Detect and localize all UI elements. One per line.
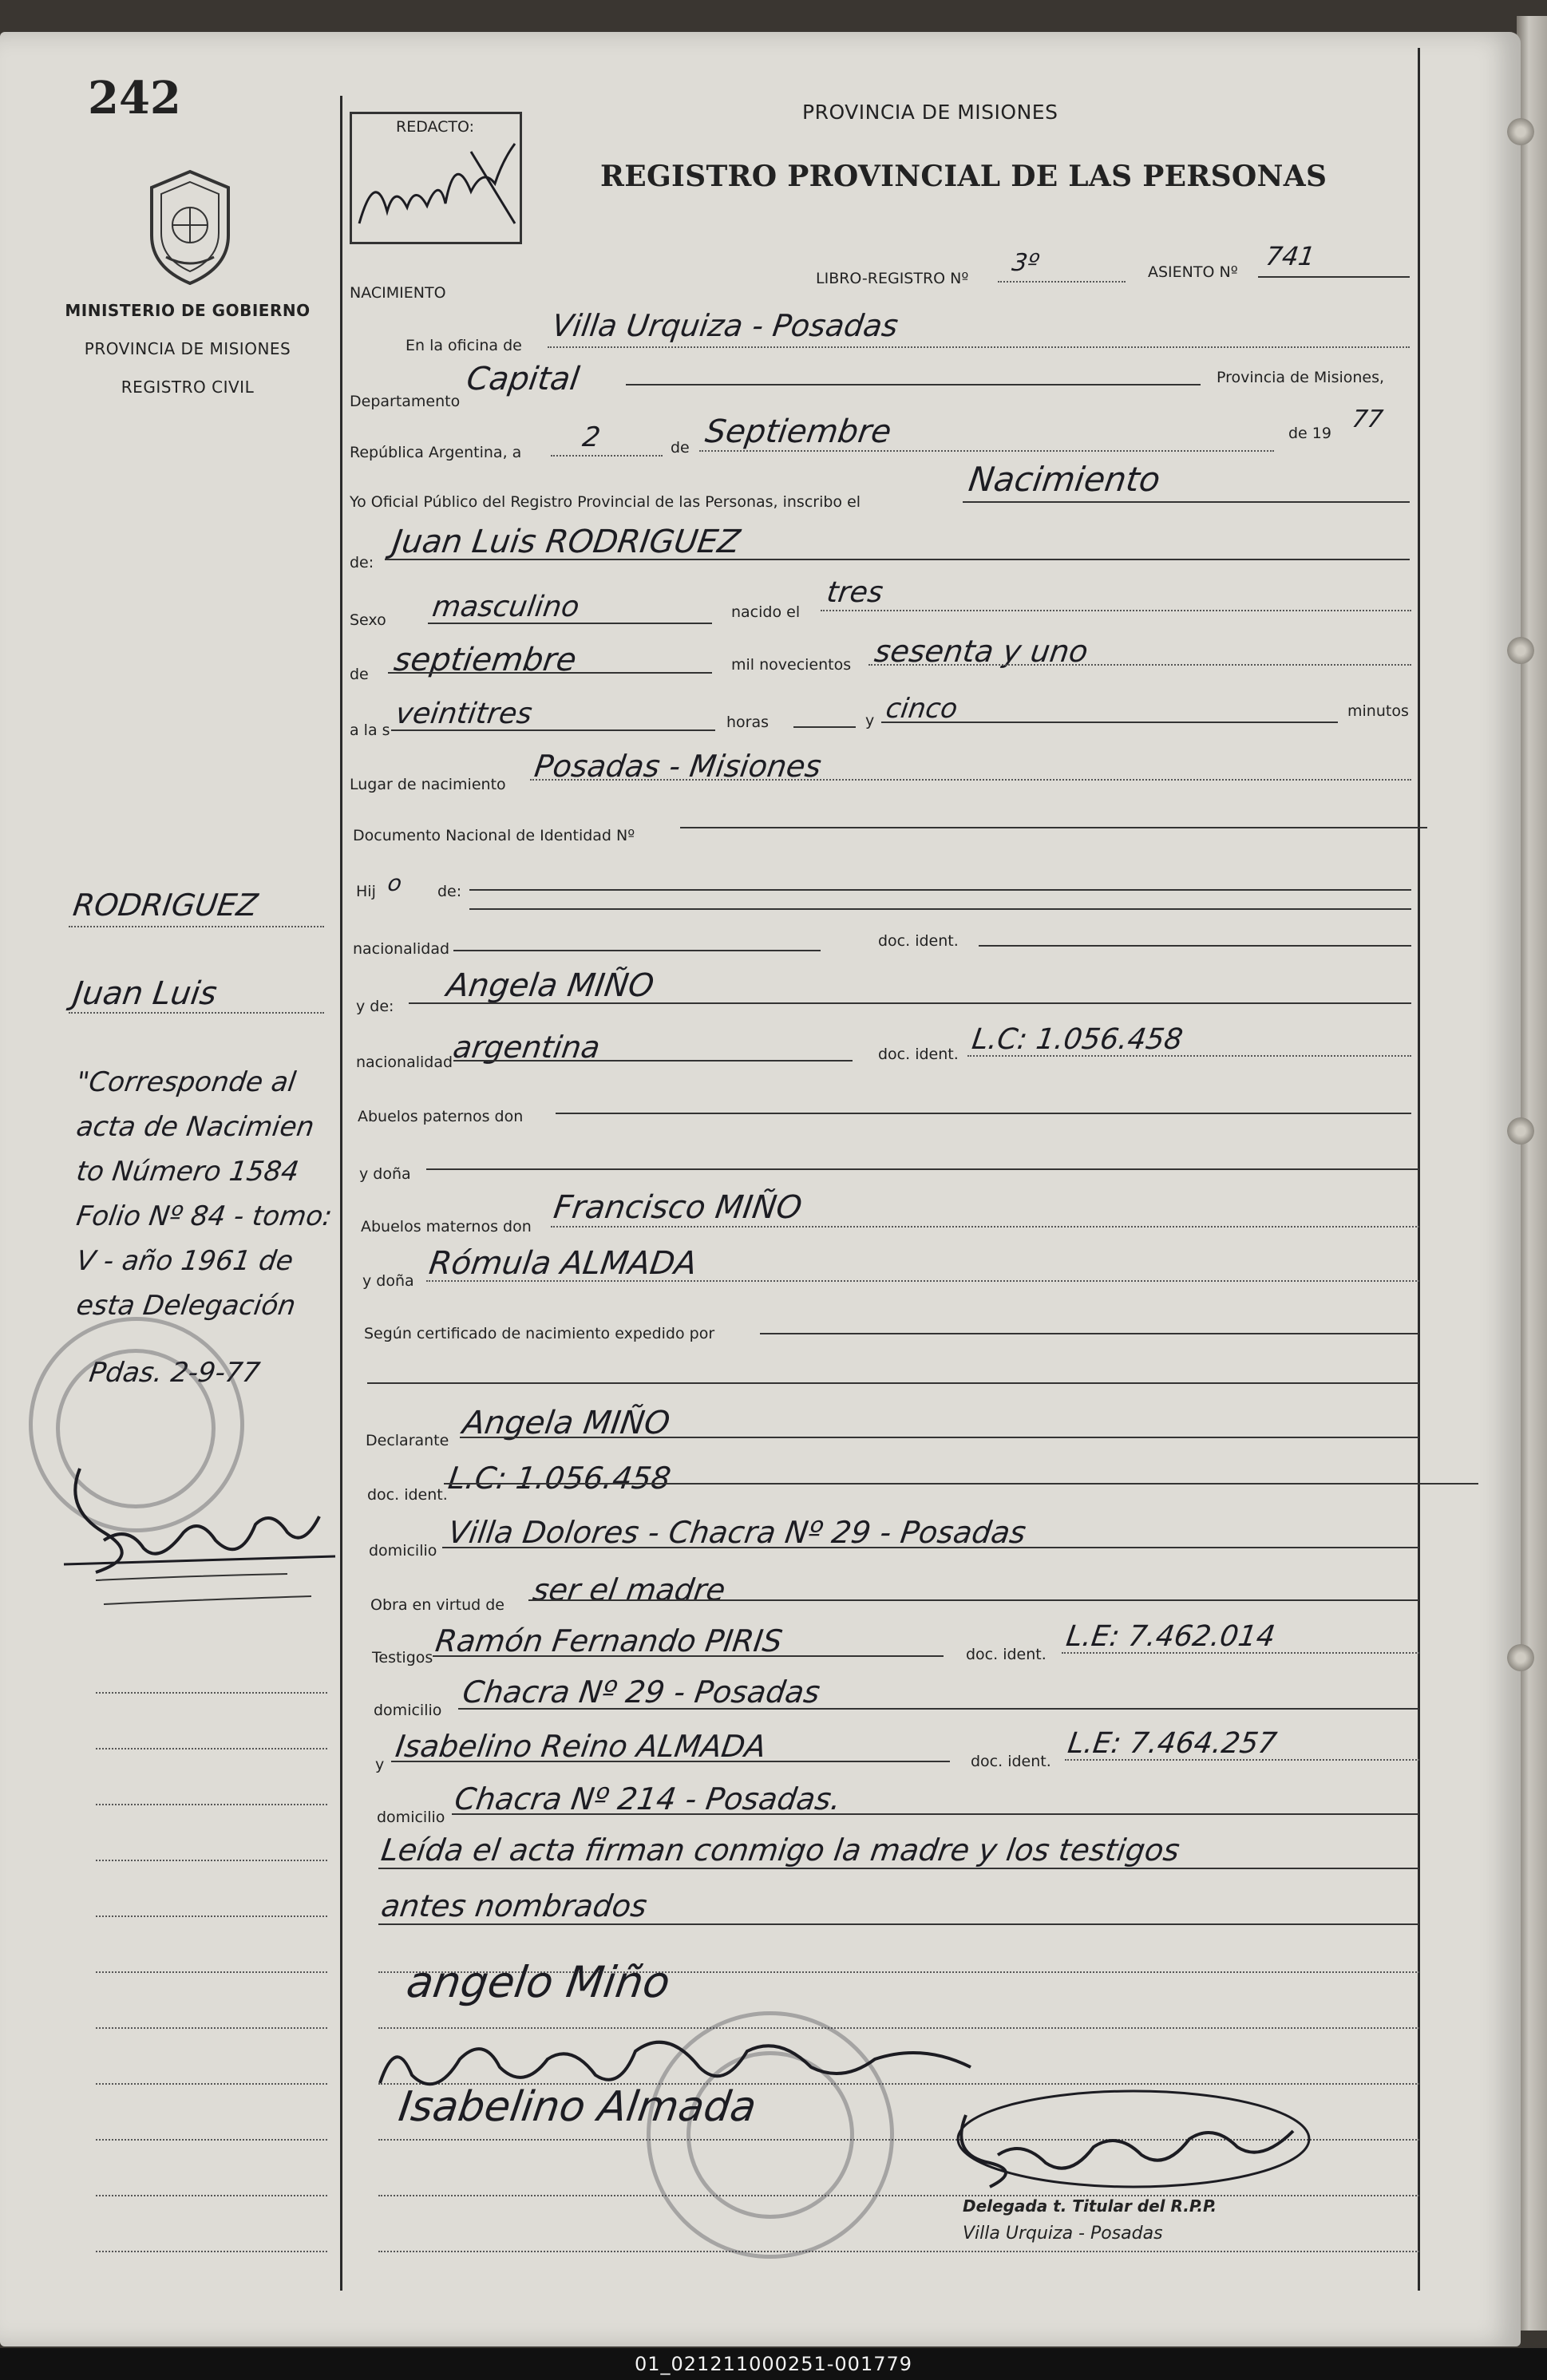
dni-line: [680, 827, 1427, 828]
de-mes-label: de: [350, 666, 369, 683]
doc-ident4-label: doc. ident.: [966, 1646, 1046, 1663]
margin-ruled-line: [96, 1804, 327, 1805]
mil-value: sesenta y uno: [872, 634, 1090, 669]
margin-note-line6: Folio Nº 84 - tomo:: [74, 1200, 334, 1232]
province-label: PROVINCIA DE MISIONES: [84, 339, 291, 358]
margin-ruled-line: [96, 2251, 327, 2252]
domicilio3-line: [452, 1813, 1419, 1815]
declarante-value: Angela MIÑO: [460, 1405, 673, 1441]
abuelo-mat-line: [551, 1226, 1419, 1228]
departamento-line: [626, 384, 1201, 385]
redacto-signature: [351, 136, 527, 243]
lugar-label: Lugar de nacimiento: [350, 776, 506, 793]
margin-note-date: Pdas. 2-9-77: [87, 1357, 263, 1389]
hijo-label: Hij: [356, 883, 376, 900]
provincia-misiones-label: Provincia de Misiones,: [1217, 369, 1385, 386]
nota-line2: antes nombrados: [378, 1888, 650, 1923]
de-label: de: [671, 439, 690, 457]
margin-line: [69, 1012, 324, 1014]
testigo2-line: [391, 1761, 950, 1762]
doc-ident1-label: doc. ident.: [878, 932, 959, 950]
ministry-label: MINISTERIO DE GOBIERNO: [65, 301, 311, 320]
margin-ruled-line: [96, 2139, 327, 2141]
y-label: y: [865, 712, 875, 729]
domicilio2-line: [458, 1708, 1419, 1710]
margin-ruled-line: [96, 1860, 327, 1861]
section-label: NACIMIENTO: [350, 284, 446, 302]
delegado-signature-margin: [48, 1437, 335, 1647]
sexo-line: [428, 623, 712, 624]
madre-line: [409, 1002, 1411, 1004]
anio-label: de 19: [1288, 425, 1331, 442]
doc-ident4-line: [1062, 1652, 1419, 1654]
margin-note-line7: V - año 1961 de: [74, 1245, 295, 1277]
asiento-value: 741: [1264, 241, 1317, 271]
domicilio2-value: Chacra Nº 29 - Posadas: [460, 1674, 822, 1710]
libro-label: LIBRO-REGISTRO Nº: [816, 270, 969, 287]
mes-line: [699, 450, 1274, 452]
minutos-label: minutos: [1347, 702, 1409, 720]
obra-label: Obra en virtud de: [370, 1596, 504, 1614]
oficina-label: En la oficina de: [406, 337, 522, 354]
testigo2-value: Isabelino Reino ALMADA: [393, 1729, 769, 1764]
nacionalidad2-line: [453, 1060, 853, 1062]
province-header: PROVINCIA DE MISIONES: [802, 101, 1058, 124]
margin-ruled-line: [96, 2195, 327, 2196]
certificado-line-2: [367, 1382, 1419, 1384]
nota-rule2: [378, 1923, 1419, 1925]
footer-id: 01_021211000251-001779: [634, 2353, 913, 2375]
dni-label: Documento Nacional de Identidad Nº: [353, 827, 635, 844]
minutos-line: [881, 722, 1338, 723]
delegado-caption2: Villa Urquiza - Posadas: [963, 2224, 1163, 2244]
abuelos-pat-line: [556, 1113, 1411, 1114]
libro-value: 3º: [1010, 249, 1041, 277]
delegado-caption1: Delegada t. Titular del R.P.P.: [963, 2196, 1217, 2216]
departamento-label: Departamento: [350, 393, 461, 410]
inscribo-value: Nacimiento: [966, 460, 1163, 499]
oficial-label: Yo Oficial Público del Registro Provincial de las Personas, inscribo el: [350, 493, 861, 511]
dia-value: 2: [580, 421, 603, 453]
doc-ident5-line: [1065, 1759, 1419, 1761]
doc-ident2-label: doc. ident.: [878, 1046, 959, 1063]
margin-ruled-line: [96, 1971, 327, 1973]
abuelos-pat-label: Abuelos paternos don: [358, 1108, 524, 1125]
declarante-label: Declarante: [366, 1432, 449, 1449]
madre-value: Angela MIÑO: [444, 967, 657, 1004]
doc-ident4-value: L.E: 7.462.014: [1064, 1620, 1277, 1653]
margin-ruled-line: [96, 2027, 327, 2029]
margin-ruled-line: [96, 1915, 327, 1917]
domicilio1-line: [442, 1547, 1419, 1548]
domicilio1-label: domicilio: [369, 1542, 437, 1560]
departamento-value: Capital: [464, 361, 582, 397]
nacionalidad1-label: nacionalidad: [353, 940, 450, 958]
nacido-value: tres: [825, 576, 885, 609]
sexo-label: Sexo: [350, 611, 386, 629]
libro-line: [998, 281, 1126, 283]
margin-given-name: Juan Luis: [70, 975, 220, 1012]
certificado-line: [760, 1333, 1419, 1334]
oficina-value: Villa Urquiza - Posadas: [549, 308, 900, 343]
padre-line-2: [469, 908, 1411, 910]
delegado-signature-bottom: [942, 2075, 1317, 2206]
inscribo-line: [963, 501, 1410, 503]
doc-ident2-line: [967, 1055, 1411, 1057]
obra-line: [528, 1599, 1419, 1601]
lugar-line: [530, 779, 1411, 781]
y-dona2-label: y doña: [362, 1272, 414, 1290]
domicilio3-label: domicilio: [377, 1809, 445, 1826]
margin-ruled-line: [96, 2083, 327, 2085]
domicilio1-value: Villa Dolores - Chacra Nº 29 - Posadas: [445, 1515, 1028, 1550]
doc-ident5-value: L.E: 7.464.257: [1066, 1727, 1279, 1760]
doc-ident5-label: doc. ident.: [971, 1753, 1051, 1770]
doc-ident3-line: [444, 1483, 1478, 1485]
binding-stitch: [1507, 118, 1534, 145]
nacionalidad2-label: nacionalidad: [356, 1054, 453, 1071]
abuela-mat-line: [426, 1280, 1419, 1282]
mil-label: mil novecientos: [731, 656, 852, 674]
y-testigo2-label: y: [375, 1756, 385, 1773]
hora-line: [391, 729, 715, 731]
redacto-label: REDACTO:: [391, 118, 479, 136]
margin-note-line8: esta Delegación: [74, 1290, 298, 1322]
testigos-label: Testigos: [372, 1649, 433, 1666]
nacionalidad2-value: argentina: [450, 1030, 603, 1065]
binding-stitch: [1507, 1644, 1534, 1671]
testigo2-signature: Isabelino Almada: [395, 2083, 760, 2131]
certificado-label: Según certificado de nacimiento expedido por: [364, 1325, 715, 1342]
horas-label: horas: [726, 714, 770, 731]
nac-mes-line: [388, 672, 712, 674]
page-number: 242: [88, 72, 181, 125]
doc-ident3-label: doc. ident.: [367, 1486, 448, 1504]
domicilio3-value: Chacra Nº 214 - Posadas.: [452, 1781, 844, 1817]
y-de-label: y de:: [356, 998, 394, 1015]
binding-stitch: [1507, 1117, 1534, 1145]
margin-line: [69, 926, 324, 927]
registry-title: REGISTRO PROVINCIAL DE LAS PERSONAS: [600, 160, 1327, 193]
a-la-label: a la s: [350, 722, 390, 739]
margin-ruled-line: [96, 1748, 327, 1749]
testigo1-value: Ramón Fernando PIRIS: [433, 1623, 785, 1658]
nac-mes-value: septiembre: [391, 642, 579, 678]
doc-ident3-value: L.C: 1.056.458: [445, 1461, 674, 1496]
book-edge: [1517, 16, 1547, 2331]
obra-value: ser el madre: [530, 1572, 728, 1607]
domicilio2-label: domicilio: [374, 1702, 442, 1719]
margin-surname: RODRIGUEZ: [70, 888, 260, 923]
de-padre-label: de:: [437, 883, 462, 900]
nota-line1: Leída el acta firman conmigo la madre y los testigos: [378, 1832, 1182, 1868]
abuelos-mat-label: Abuelos maternos don: [361, 1218, 532, 1235]
nacionalidad1-line: [453, 950, 821, 951]
nota-rule1: [378, 1868, 1419, 1869]
anio-value: 77: [1350, 405, 1385, 433]
margin-note-line3: "Corresponde al: [74, 1066, 299, 1098]
margin-note-line4: acta de Nacimien: [74, 1111, 317, 1143]
margin-divider: [340, 96, 342, 2291]
nacido-label: nacido el: [731, 603, 801, 621]
testigo1-line: [433, 1655, 944, 1657]
de-nombre-label: de:: [350, 554, 374, 571]
padre-line: [469, 889, 1411, 891]
y-dona1-label: y doña: [359, 1165, 411, 1183]
nombre-value: Juan Luis RODRIGUEZ: [390, 524, 742, 560]
horas-line: [793, 726, 856, 728]
mes-value: Septiembre: [702, 413, 894, 450]
ruled-line: [378, 2251, 1419, 2252]
sexo-value: masculino: [430, 591, 582, 623]
margin-ruled-line: [96, 1692, 327, 1694]
minutos-value: cinco: [884, 693, 959, 725]
lugar-value: Posadas - Misiones: [532, 749, 824, 784]
hora-value: veintitres: [394, 698, 535, 730]
madre-signature: angelo Miño: [403, 1957, 674, 2007]
abuelo-mat-value: Francisco MIÑO: [551, 1189, 805, 1226]
declarante-line: [460, 1437, 1419, 1438]
margin-note-line5: to Número 1584: [74, 1156, 301, 1188]
oficina-line: [548, 346, 1410, 348]
doc-ident2-value: L.C: 1.056.458: [970, 1023, 1185, 1056]
coat-of-arms-icon: [142, 168, 238, 287]
republica-label: República Argentina, a: [350, 444, 522, 461]
asiento-label: ASIENTO Nº: [1148, 263, 1238, 281]
doc-ident1-line: [979, 945, 1411, 947]
hijo-suffix: o: [386, 870, 404, 896]
y-dona1-line: [426, 1168, 1419, 1170]
mil-line: [868, 664, 1411, 666]
asiento-line: [1258, 276, 1410, 278]
binding-stitch: [1507, 637, 1534, 664]
office-label: REGISTRO CIVIL: [121, 378, 255, 397]
dia-line: [551, 455, 663, 457]
nacido-line: [821, 610, 1411, 611]
abuela-mat-value: Rómula ALMADA: [426, 1245, 699, 1282]
nombre-line: [385, 559, 1410, 560]
